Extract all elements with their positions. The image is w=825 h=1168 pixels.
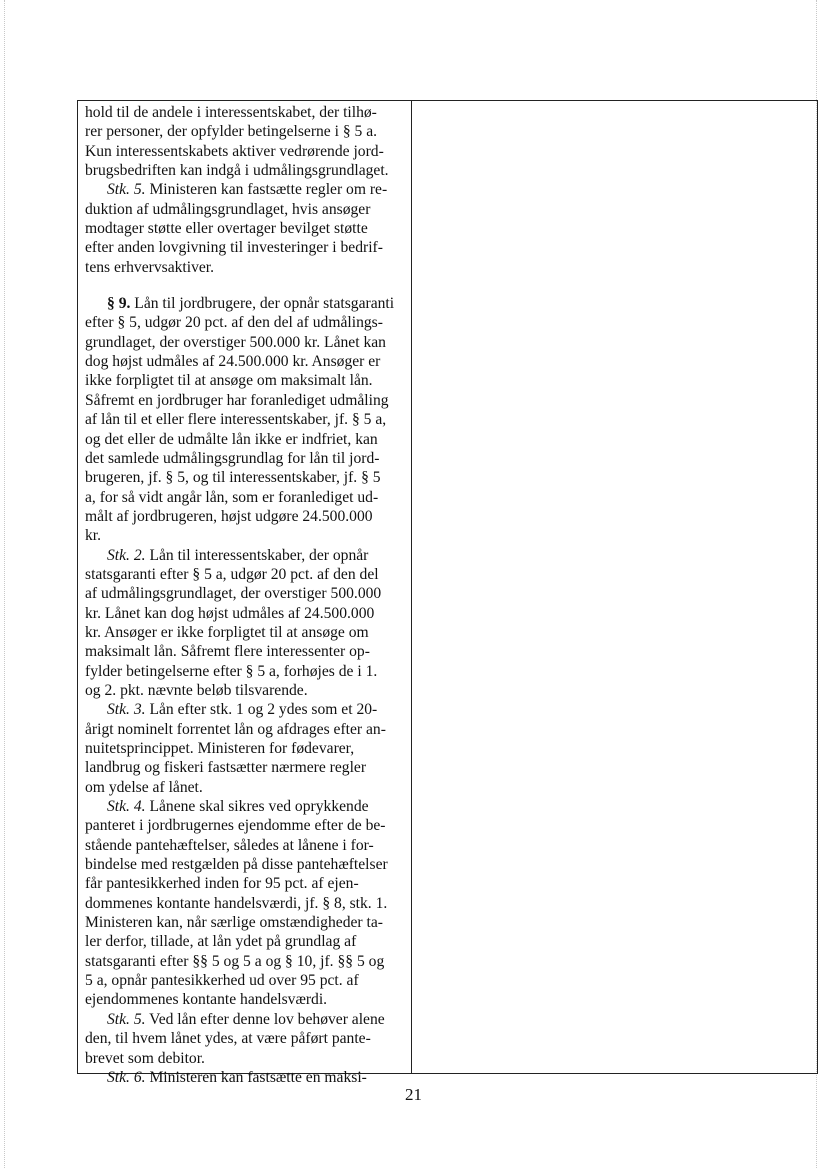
text-line: rer personer, der opfylder betingelserne i § 5 a.: [85, 123, 378, 141]
text-fragment: Lån til interessentskaber, der opnår: [145, 546, 369, 564]
text-line: bindelse med restgælden på disse pantehæftelser: [85, 856, 388, 874]
paragraph-stk-6: [85, 1068, 405, 1087]
text-line: [85, 294, 405, 313]
text-line: Såfremt en jordbruger har foranlediget udmåling: [85, 391, 389, 409]
text-line: af lån til et eller flere interessentskaber, jf. § 5 a,: [85, 411, 387, 429]
text-line: [85, 797, 405, 816]
text-line: ikke forpligtet til at ansøge om maksimalt lån.: [85, 372, 373, 390]
text-line: maksimalt lån. Såfremt flere interessenter op-: [85, 643, 370, 661]
text-fragment: Ved lån efter denne lov behøver alene: [145, 1010, 385, 1028]
text-line: af udmålingsgrundlaget, der overstiger 500.000: [85, 585, 382, 603]
text-line: [85, 1010, 405, 1029]
text-line: dog højst udmåles af 24.500.000 kr. Ansøger er: [85, 353, 381, 371]
text-line: brugsbedriften kan indgå i udmålingsgrundlaget.: [85, 162, 389, 180]
text-line: og det eller de udmålte lån ikke er indfriet, kan: [85, 430, 378, 448]
text-line: ler derfor, tillade, at lån ydet på grundlag af: [85, 933, 357, 951]
text-line: modtager støtte eller overtager bevilget støtte: [85, 220, 368, 238]
text-line: panteret i jordbrugernes ejendomme efter de be-: [85, 817, 386, 835]
text-line: [85, 1068, 405, 1087]
stk-label: Stk. 3.: [107, 701, 146, 719]
text-line: stående pantehæftelser, således at lånene i for-: [85, 836, 374, 854]
text-line: det samlede udmålingsgrundlag for lån til jord-: [85, 449, 380, 467]
paragraph-stk-5-laan: [85, 1010, 405, 1068]
text-line: ejendommenes kontante handelsværdi.: [85, 991, 328, 1009]
text-line: kr. Lånet kan dog højst udmåles af 24.500.000: [85, 604, 375, 622]
text-line: brevet som debitor.: [85, 1049, 205, 1067]
scan-edge-left: [4, 0, 5, 1168]
paragraph-continuation: [85, 103, 405, 180]
text-line: får pantesikkerhed inden for 95 pct. af ejen-: [85, 875, 359, 893]
text-line: efter anden lovgivning til investeringer i bedrif-: [85, 239, 383, 257]
stk-label: Stk. 5.: [107, 1010, 146, 1028]
text-line: kr.: [85, 527, 102, 545]
text-line: [85, 700, 405, 719]
text-line: [85, 180, 405, 199]
text-line: landbrug og fiskeri fastsætter nærmere regler: [85, 759, 367, 777]
text-fragment: Lån til jordbrugere, der opnår statsgaranti: [130, 295, 395, 313]
text-line: hold til de andele i interessentskabet, der tilhø-: [85, 104, 377, 121]
text-line: målt af jordbrugeren, højst udgøre 24.500.000: [85, 507, 373, 525]
text-line: grundlaget, der overstiger 500.000 kr. Lånet kan: [85, 333, 386, 351]
text-line: [85, 546, 405, 565]
text-fragment: Ministeren kan fastsætte regler om re-: [145, 181, 388, 199]
text-line: om ydelse af lånet.: [85, 778, 203, 796]
text-fragment: Lånene skal sikres ved oprykkende: [145, 798, 369, 816]
section-label: § 9.: [107, 295, 131, 313]
text-line: kr. Ansøger er ikke forpligtet til at ansøge om: [85, 623, 369, 641]
text-line: og 2. pkt. nævnte beløb tilsvarende.: [85, 681, 308, 699]
stk-label: Stk. 6.: [107, 1068, 146, 1086]
text-line: nuitetsprincippet. Ministeren for fødevarer,: [85, 740, 355, 757]
text-fragment: Lån efter stk. 1 og 2 ydes som et 20-: [145, 701, 378, 719]
text-line: efter § 5, udgør 20 pct. af den del af udmålings-: [85, 314, 383, 332]
text-line: Kun interessentskabets aktiver vedrørende jord-: [85, 142, 384, 160]
page-number: 21: [405, 1085, 422, 1104]
stk-label: Stk. 2.: [107, 546, 146, 564]
paragraph-stk-4: [85, 797, 405, 1010]
text-line: årigt nominelt forrentet lån og afdrages efter an-: [85, 720, 386, 738]
text-line: statsgaranti efter §§ 5 og 5 a og § 10, jf. §§ 5 og: [85, 952, 385, 970]
text-line: dommenes kontante handelsværdi, jf. § 8, stk. 1.: [85, 894, 388, 912]
text-line: Ministeren kan, når særlige omstændigheder ta-: [85, 914, 383, 932]
paragraph-section-9: [85, 294, 405, 545]
paragraph-stk-2: [85, 546, 405, 701]
column-divider: [411, 101, 412, 1073]
paragraph-stk-3: [85, 700, 405, 797]
text-line: brugeren, jf. § 5, og til interessentskaber, jf. § 5: [85, 469, 381, 487]
stk-label: Stk. 4.: [107, 798, 146, 816]
text-line: a, for så vidt angår lån, som er foranlediget ud-: [85, 488, 379, 506]
law-text-table: [77, 100, 818, 1086]
text-line: den, til hvem lånet ydes, at være påført pante-: [85, 1030, 371, 1048]
left-column: [85, 103, 405, 1087]
stk-label: Stk. 5.: [107, 181, 146, 199]
text-line: duktion af udmålingsgrundlaget, hvis ansøger: [85, 200, 371, 218]
text-line: 5 a, opnår pantesikkerhed ud over 95 pct. af: [85, 972, 359, 990]
text-line: statsgaranti efter § 5 a, udgør 20 pct. af den del: [85, 565, 379, 583]
text-fragment: Ministeren kan fastsætte en maksi-: [145, 1068, 367, 1086]
text-line: tens erhvervsaktiver.: [85, 258, 215, 276]
paragraph-stk-5-regler: [85, 180, 405, 277]
text-line: fylder betingelserne efter § 5 a, forhøjes de i 1.: [85, 662, 378, 680]
